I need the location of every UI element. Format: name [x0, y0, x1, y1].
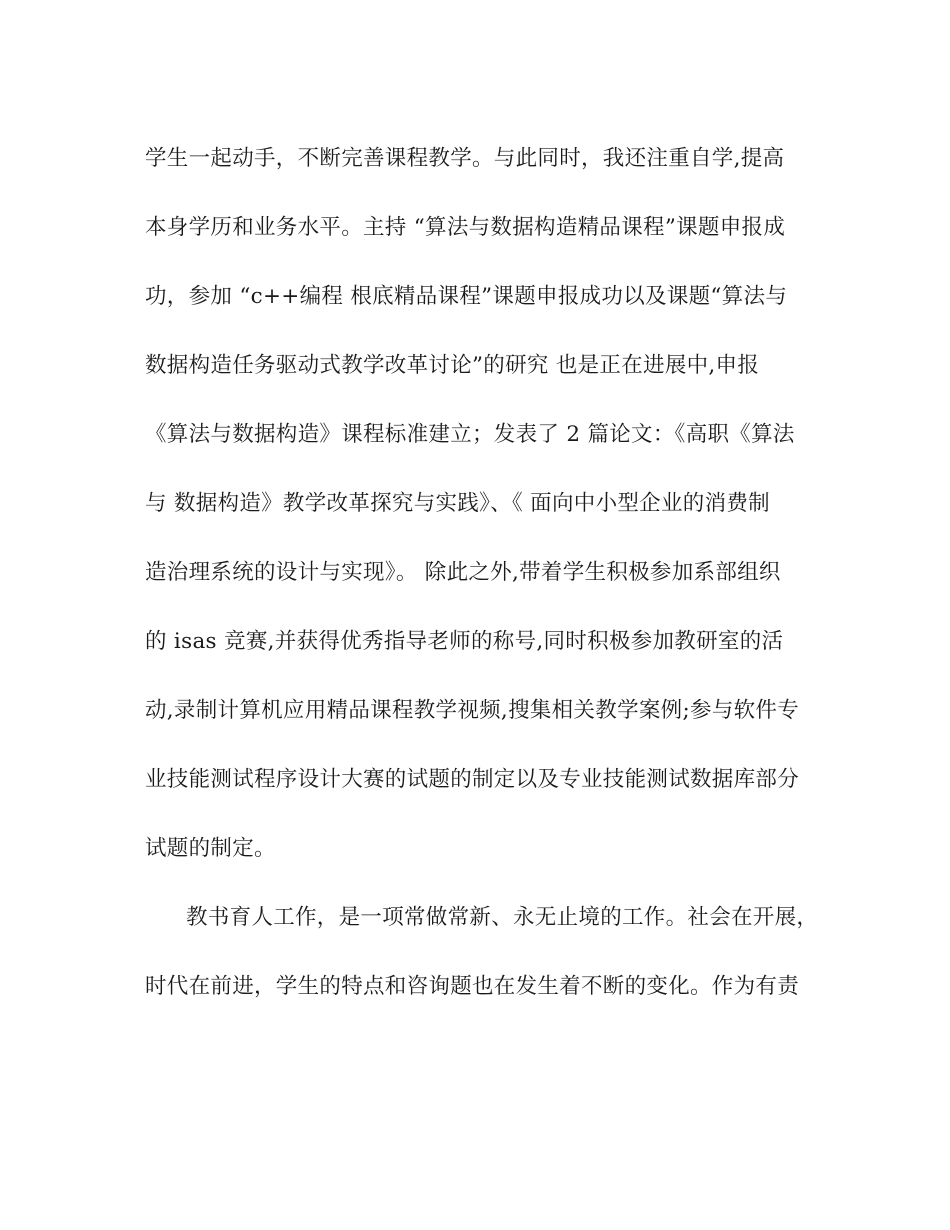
text-line: 与 数据构造》教学改革探究与实践》、《 面向中小型企业的消费制	[145, 491, 770, 516]
paragraph-first-line: 教书育人工作，是一项常做常新、永无止境的工作。社会在开展，	[186, 905, 819, 930]
text-line: 功，参加 “c++编程 根底精品课程”课题申报成功以及课题“算法与	[145, 284, 788, 309]
text-line: 业技能测试程序设计大赛的试题的制定以及专业技能测试数据库部分	[145, 767, 800, 792]
text-line: 时代在前进，学生的特点和咨询题也在发生着不断的变化。作为有责	[145, 974, 800, 999]
text-line: 本身学历和业务水平。主持 “算法与数据构造精品课程”课题申报成	[145, 215, 786, 240]
text-line: 学生一起动手，不断完善课程教学。与此同时，我还注重自学,提高	[145, 146, 785, 171]
text-line: 动,录制计算机应用精品课程教学视频,搜集相关教学案例;参与软件专	[145, 698, 800, 723]
text-line: 试题的制定。	[145, 836, 276, 861]
text-line: 造治理系统的设计与实现》。 除此之外,带着学生积极参加系部组织	[145, 560, 781, 585]
text-line: 数据构造任务驱动式教学改革讨论”的研究 也是正在进展中,申报	[145, 353, 760, 378]
text-line: 《算法与数据构造》课程标准建立；发表了 2 篇论文：《高职《算法	[145, 422, 795, 447]
text-line: 的 isas 竞赛,并获得优秀指导老师的称号,同时积极参加教研室的活	[145, 629, 784, 654]
